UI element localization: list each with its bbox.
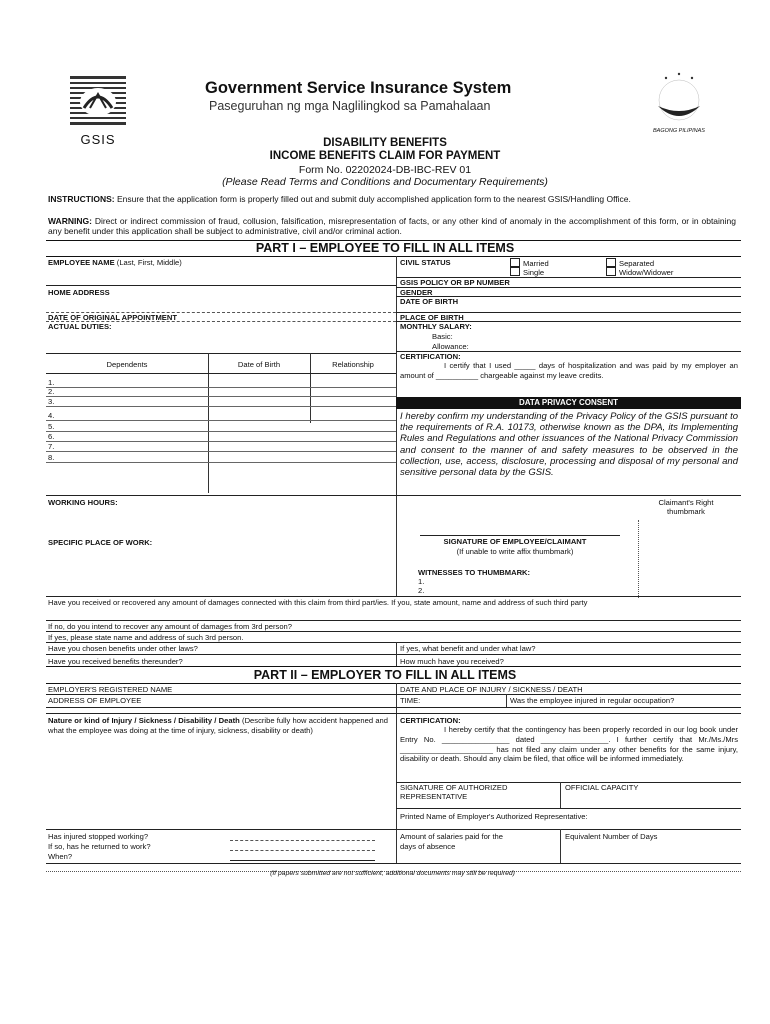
thumbmark-box-edge [638, 520, 639, 598]
checkbox[interactable] [606, 258, 616, 267]
part2-divider [396, 683, 397, 863]
questions-divider [396, 642, 397, 666]
gsis-logo-icon [66, 72, 130, 132]
employer-certification-label: CERTIFICATION: [400, 716, 461, 725]
bagong-pilipinas-logo-icon [636, 66, 722, 128]
gender-label: GENDER [400, 288, 433, 297]
dependent-row-line[interactable] [46, 431, 396, 432]
date-place-injury-label: DATE AND PLACE OF INJURY / SICKNESS / DEATH [400, 685, 583, 694]
address-employee-label: ADDRESS OF EMPLOYEE [48, 696, 142, 705]
dependent-row-number: 8. [48, 453, 55, 462]
claimant-thumbmark-label: Claimant's Right thumbmark [658, 498, 714, 516]
days-divider [560, 829, 561, 863]
rule [396, 829, 741, 830]
official-capacity-label: OFFICIAL CAPACITY [565, 783, 639, 792]
dependent-row-line[interactable] [46, 396, 396, 397]
rule [46, 694, 396, 695]
data-privacy-title: DATA PRIVACY CONSENT [396, 397, 741, 409]
question-other-laws: Have you chosen benefits under other laws? [48, 644, 198, 653]
rule [46, 654, 741, 655]
dependent-row-number: 3. [48, 397, 55, 406]
dependents-col-divider [208, 353, 209, 493]
civil-widow[interactable] [606, 267, 673, 277]
org-name: Government Service Insurance System [205, 79, 512, 97]
date-original-appointment-label: DATE OF ORIGINAL APPOINTMENT [48, 313, 177, 322]
part1-title-rule [46, 256, 741, 257]
amount-salaries-label: Amount of salaries paid for the days of absence [400, 832, 503, 851]
dependent-row-line[interactable] [46, 420, 396, 421]
dependent-row-line[interactable] [46, 451, 396, 452]
regular-occupation-label: Was the employee injured in regular occupation? [510, 696, 675, 705]
nature-of-injury [48, 716, 388, 736]
warning-label: WARNING: [48, 216, 92, 226]
rule [46, 373, 396, 374]
rule [46, 285, 396, 286]
rule [46, 863, 741, 864]
answer-line[interactable] [230, 850, 375, 851]
dependent-row-line[interactable] [46, 441, 396, 442]
warning-text: Direct or indirect commission of fraud, collusion, falsification, misrepresentation of facts, or any other kind of anomaly in the accomplishment of this form, or in obtaining any benefit under this application shall be subject to administrative, civil and/or criminal action. [48, 216, 736, 236]
witnesses-label: WITNESSES TO THUMBMARK: [418, 568, 531, 577]
question-returned: If so, has he returned to work? [48, 842, 151, 851]
dependent-row-number: 5. [48, 422, 55, 431]
form-title-1: DISABILITY BENEFITS [323, 137, 447, 149]
rule [46, 642, 741, 643]
instructions [48, 194, 736, 204]
widow-label: Widow/Widower [619, 268, 674, 277]
separated-label: Separated [619, 259, 655, 268]
dependent-row-number: 7. [48, 442, 55, 451]
question-third-person: If yes, please state name and address of such 3rd person. [48, 633, 244, 642]
rule [46, 829, 396, 830]
footer-note: (If papers submitted are not sufficient, additional documents may still be required) [270, 870, 515, 877]
rule [46, 713, 741, 714]
instructions-label: INSTRUCTIONS: [48, 194, 115, 204]
rule [46, 620, 741, 621]
warning [48, 216, 736, 236]
dependent-row-number: 1. [48, 378, 55, 387]
time-divider [506, 694, 507, 707]
civil-status-label: CIVIL STATUS [400, 258, 451, 267]
rule [396, 287, 741, 288]
working-hours-label: WORKING HOURS: [48, 498, 118, 507]
answer-line[interactable] [230, 860, 375, 861]
actual-duties-label: ACTUAL DUTIES: [48, 322, 112, 331]
bagong-pilipinas-logo [636, 66, 722, 136]
answer-line[interactable] [230, 840, 375, 841]
time-label: TIME: [400, 696, 421, 705]
signature-authorized-label: SIGNATURE OF AUTHORIZED REPRESENTATIVE [400, 783, 508, 801]
employee-name-title: EMPLOYEE NAME [48, 258, 115, 267]
part1-title: PART I – EMPLOYEE TO FILL IN ALL ITEMS [255, 241, 515, 255]
question-received: Have you received benefits thereunder? [48, 657, 183, 666]
dependent-row-line[interactable] [46, 387, 396, 388]
married-label: Married [523, 259, 549, 268]
civil-single[interactable] [510, 267, 544, 277]
specific-place-label: SPECIFIC PLACE OF WORK: [48, 538, 153, 547]
rule [46, 353, 396, 354]
form-subtitle: (Please Read Terms and Conditions and Documentary Requirements) [222, 176, 548, 188]
form-number: Form No. 02202024-DB-IBC-REV 01 [298, 164, 472, 176]
printed-name-label: Printed Name of Employer's Authorized Representative: [400, 812, 588, 821]
gsis-logo [66, 72, 130, 147]
employee-name-hint: (Last, First, Middle) [116, 258, 182, 267]
signature-hint: (If unable to write affix thumbmark) [456, 547, 574, 556]
date-of-birth-label: DATE OF BIRTH [400, 297, 459, 306]
right-logo-text: BAGONG PILIPINAS [653, 128, 705, 134]
date-of-birth-header: Date of Birth [237, 360, 281, 369]
rule [46, 495, 741, 496]
employee-name-label [48, 258, 182, 267]
question-stopped: Has injured stopped working? [48, 832, 149, 841]
nature-text: (Describe fully how accident happened and what the employee was doing at the time of injury, sickness, disability or death) [48, 716, 388, 735]
question-when: When? [48, 852, 73, 861]
part1-divider [396, 256, 397, 596]
data-privacy-text: I hereby confirm my understanding of the Privacy Policy of the GSIS pursuant to the requirements of R.A. 10173, otherwise known as the DPA, its Implementing Rules and Regulations and other issuances of the National Privacy Commission and consent to the manner of and safety measures to be observed in the collection, use, access, disclosure, processing and disposal of my personal and sensitive personal data by the GSIS. [400, 411, 738, 479]
dependent-row-line[interactable] [46, 462, 396, 463]
rule [396, 808, 741, 809]
employer-certification-text: I hereby certify that the contingency has been properly recorded in our log book under Entry No. ________________ dated ________________. I further certify that Mr./Ms./Mrs ______________________ has not filed any claim under any other benefits for the same injury, disability or death. Should any claim be filed, that office will be informed immediately. [400, 725, 738, 764]
gsis-policy-label: GSIS POLICY OR BP NUMBER [400, 278, 510, 287]
instructions-text: Ensure that the application form is properly filled out and submit duly accomplished application form to the nearest GSIS/Handling Office. [116, 194, 631, 204]
form-title-2: INCOME BENEFITS CLAIM FOR PAYMENT [269, 150, 501, 162]
question-recover: If no, do you intend to recover any amount of damages from 3rd person? [48, 622, 292, 631]
checkbox[interactable] [510, 267, 520, 276]
dependent-row-number: 2. [48, 387, 55, 396]
question-how-much: How much have you received? [400, 657, 504, 666]
signature-employee-label: SIGNATURE OF EMPLOYEE/CLAIMANT [443, 537, 587, 546]
dependent-row-line[interactable] [46, 406, 396, 407]
org-tagline: Paseguruhan ng mga Naglilingkod sa Pamahalaan [209, 99, 491, 113]
dependent-row-number: 4. [48, 411, 55, 420]
part2-title-rule [46, 683, 741, 684]
certification-label: CERTIFICATION: [400, 352, 461, 361]
place-of-birth-label: PLACE OF BIRTH [400, 313, 464, 322]
certification-text: I certify that I used _____ days of hospitalization and was paid by my employer an amount of __________ chargeable against my leave credits. [400, 361, 738, 380]
basic-label: Basic: [432, 332, 453, 341]
question-what-benefit: If yes, what benefit and under what law? [400, 644, 536, 653]
dependent-row-number: 6. [48, 432, 55, 441]
monthly-salary-label: MONTHLY SALARY: [400, 322, 472, 331]
home-address-label: HOME ADDRESS [48, 288, 110, 297]
dependents-header: Dependents [106, 360, 148, 369]
nature-label: Nature or kind of Injury / Sickness / Disability / Death [48, 716, 240, 725]
relationship-header: Relationship [332, 360, 374, 369]
employer-name-label: EMPLOYER'S REGISTERED NAME [48, 685, 173, 694]
logo-text: GSIS [80, 132, 116, 147]
checkbox[interactable] [606, 267, 616, 276]
rule [46, 596, 741, 597]
capacity-divider [560, 782, 561, 808]
rule [46, 631, 741, 632]
single-label: Single [523, 268, 545, 277]
rule [46, 707, 741, 708]
dependents-col-divider [310, 353, 311, 423]
question-damages: Have you received or recovered any amount of damages connected with this claim from third part/ies. If you, state amount, name and address of such third party [48, 598, 588, 607]
checkbox[interactable] [510, 258, 520, 267]
witness-1: 1. [418, 577, 425, 586]
rule [396, 694, 741, 695]
part2-top-rule [46, 666, 741, 667]
equivalent-days-label: Equivalent Number of Days [565, 832, 658, 841]
part2-title: PART II – EMPLOYER TO FILL IN ALL ITEMS [253, 668, 517, 682]
allowance-label: Allowance: [432, 342, 469, 351]
witness-2: 2. [418, 586, 425, 595]
signature-line [420, 535, 620, 536]
